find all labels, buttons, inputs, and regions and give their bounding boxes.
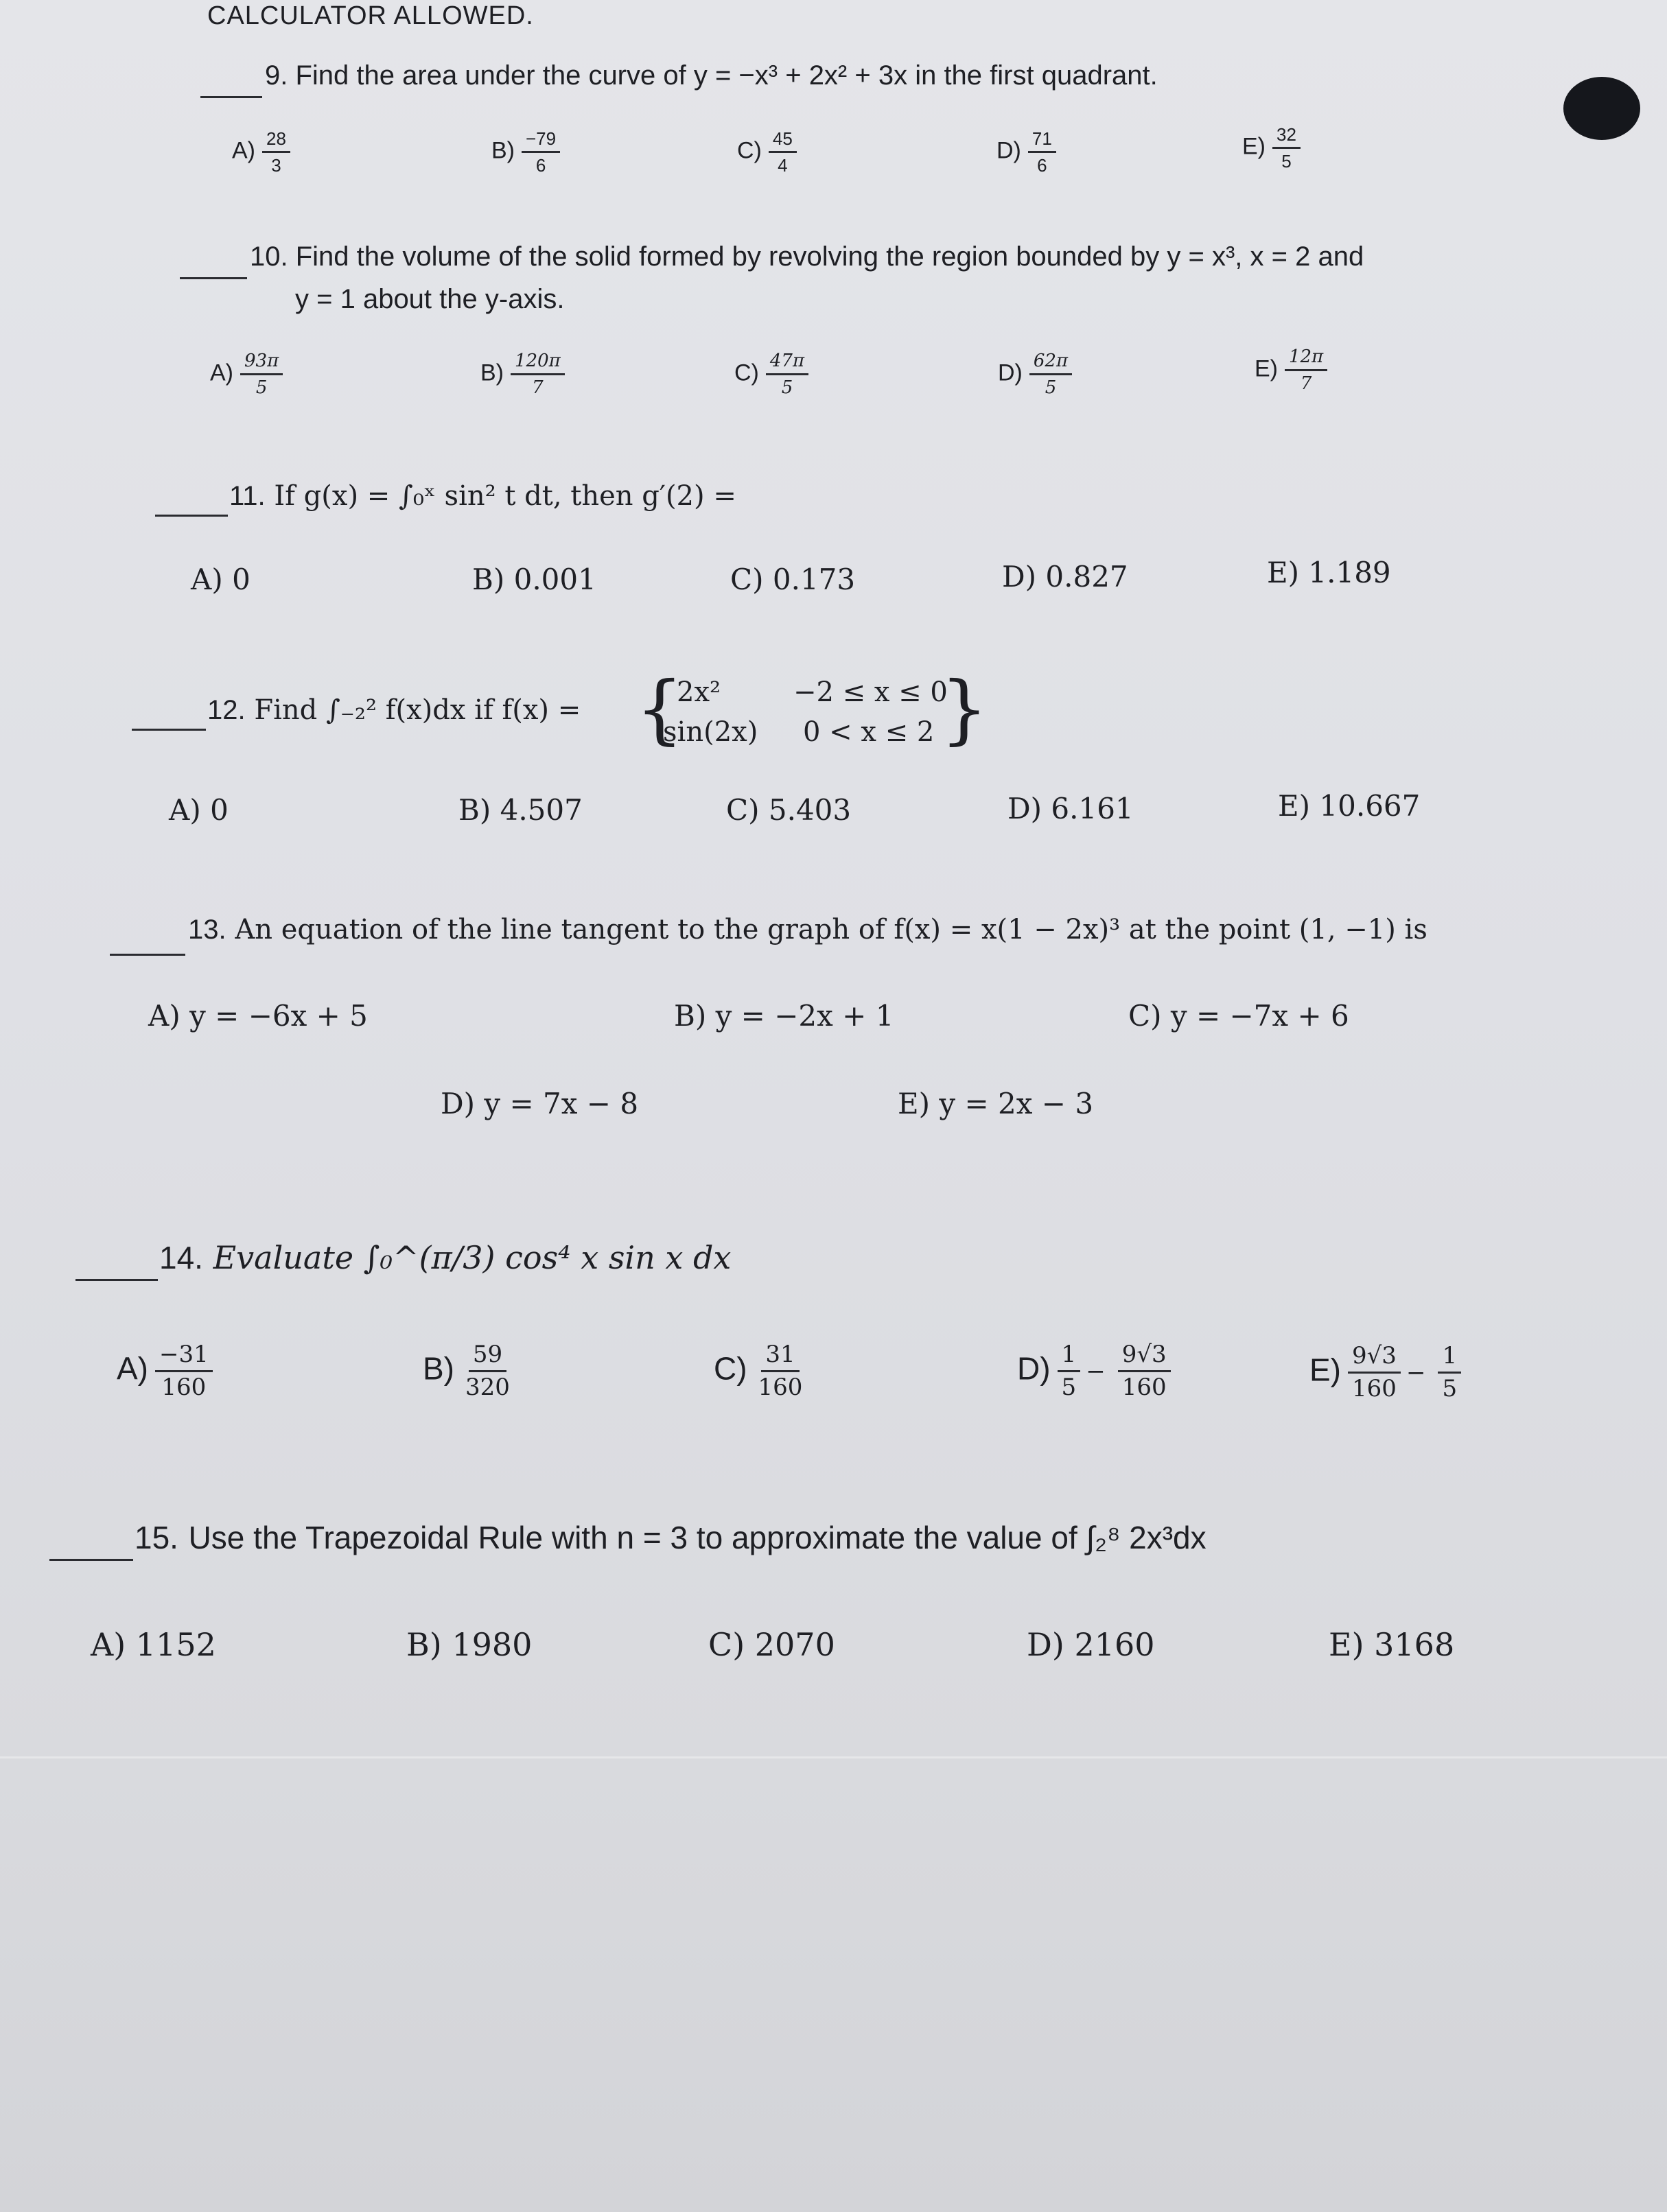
answer-blank-10[interactable] [180, 277, 247, 279]
choice-11c[interactable]: C) 0.173 [730, 563, 856, 596]
question-13: 13. An equation of the line tangent to the graph of f(x) = x(1 − 2x)³ at the point (1, −1) is [188, 914, 1427, 945]
choice-12e[interactable]: E) 10.667 [1278, 789, 1421, 823]
choice-10c[interactable]: C) $\frac{47\pi}{5}$ [734, 351, 808, 397]
choice-15e[interactable]: E) 3168 [1329, 1626, 1455, 1663]
choice-14e[interactable]: E) $\frac{9√3}{160}$ − $\frac{1}{5}$ [1309, 1343, 1461, 1401]
choice-15d[interactable]: D) 2160 [1027, 1626, 1155, 1663]
choice-15a[interactable]: A) 1152 [91, 1626, 216, 1663]
question-10-line2: y = 1 about the y-axis. [295, 284, 565, 314]
choice-10d[interactable]: D) $\frac{62\pi}{5}$ [998, 351, 1072, 397]
answer-blank-14[interactable] [75, 1279, 158, 1281]
choice-12b[interactable]: B) 4.507 [458, 793, 583, 827]
answer-blank-11[interactable] [155, 515, 228, 517]
choice-9a[interactable]: A) $\frac{28}{3}$ [232, 129, 290, 175]
question-12: 12. Find ∫₋₂² f(x)dx if f(x) = [207, 694, 581, 726]
choice-14a[interactable]: A) $\frac{-31}{160}$ [117, 1342, 213, 1400]
answer-blank-9[interactable] [200, 96, 262, 98]
choice-9b[interactable]: B) $\frac{-79}{6}$ [491, 129, 560, 175]
answer-blank-12[interactable] [132, 729, 206, 731]
choice-13a[interactable]: A) y = −6x + 5 [148, 999, 368, 1033]
question-14: 14. Evaluate ∫₀^(π/3) cos⁴ x sin x dx [159, 1239, 732, 1276]
choice-10a[interactable]: A) $\frac{93\pi}{5}$ [210, 351, 283, 397]
hole-punch-mark [1563, 77, 1640, 140]
brace-left: { [636, 665, 684, 753]
paper-fold-line [0, 1756, 1667, 1758]
choice-14d[interactable]: D) $\frac{1}{5}$ − $\frac{9√3}{160}$ [1017, 1342, 1171, 1400]
question-prompt: Find the area under the curve of y = −x³ + 2x² + 3x in the first quadrant. [295, 60, 1158, 91]
question-9 [265, 60, 1158, 91]
choice-14b[interactable]: B) $\frac{59}{320}$ [423, 1341, 510, 1401]
choice-13e[interactable]: E) y = 2x − 3 [898, 1087, 1094, 1120]
page-heading: CALCULATOR ALLOWED. [207, 1, 534, 30]
choice-11a[interactable]: A) 0 [191, 563, 250, 596]
choice-13b[interactable]: B) y = −2x + 1 [674, 999, 894, 1033]
piece-2-condition: 0 < x ≤ 2 [803, 716, 935, 748]
choice-12a[interactable]: A) 0 [169, 793, 229, 827]
question-number: 9. [265, 60, 288, 91]
brace-right: } [940, 665, 988, 753]
question-11: 11. If g(x) = ∫₀ˣ sin² t dt, then g′(2) = [229, 480, 736, 512]
choice-12c[interactable]: C) 5.403 [726, 793, 852, 827]
choice-10e[interactable]: E) $\frac{12\pi}{7}$ [1255, 347, 1327, 393]
choice-11b[interactable]: B) 0.001 [472, 563, 596, 596]
answer-blank-13[interactable] [110, 954, 185, 956]
choice-11e[interactable]: E) 1.189 [1267, 556, 1391, 589]
piece-2-expr: sin(2x) [663, 716, 758, 748]
choice-13c[interactable]: C) y = −7x + 6 [1128, 999, 1349, 1033]
choice-13d[interactable]: D) y = 7x − 8 [441, 1087, 639, 1120]
piece-1-expr: 2x² [677, 676, 721, 708]
choice-9d[interactable]: D) $\frac{71}{6}$ [996, 129, 1056, 175]
choice-15b[interactable]: B) 1980 [406, 1626, 533, 1663]
choice-15c[interactable]: C) 2070 [708, 1626, 835, 1663]
question-15: 15. Use the Trapezoidal Rule with n = 3 to approximate the value of ∫₂⁸ 2x³dx [135, 1520, 1206, 1555]
question-10: 10. Find the volume of the solid formed by revolving the region bounded by y = x³, x = 2 and [250, 242, 1364, 272]
piece-1-condition: −2 ≤ x ≤ 0 [793, 676, 948, 708]
choice-9c[interactable]: C) $\frac{45}{4}$ [737, 129, 797, 175]
choice-10b[interactable]: B) $\frac{120\pi}{7}$ [480, 351, 565, 397]
choice-11d[interactable]: D) 0.827 [1002, 560, 1128, 593]
choice-14c[interactable]: C) $\frac{31}{160}$ [714, 1341, 803, 1401]
choice-12d[interactable]: D) 6.161 [1007, 792, 1134, 825]
choice-9e[interactable]: E) $\frac{32}{5}$ [1242, 125, 1301, 171]
answer-blank-15[interactable] [49, 1559, 133, 1561]
